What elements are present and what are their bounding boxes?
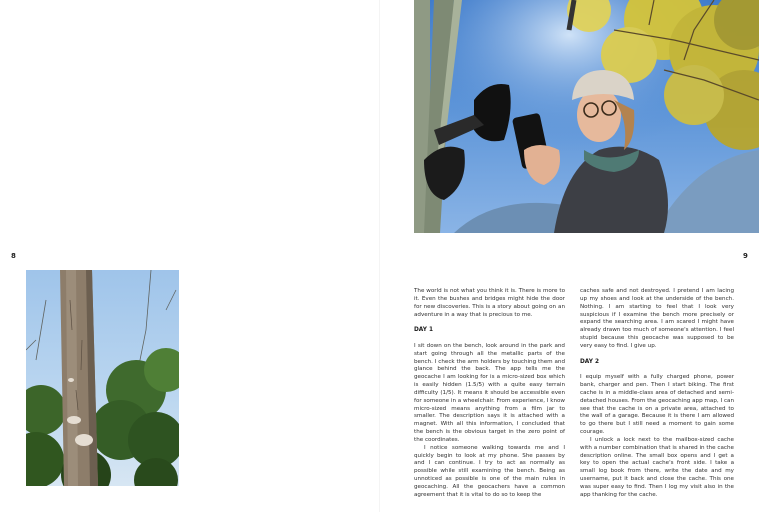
photo-woman-with-phone [414, 0, 759, 233]
day-2-paragraph-1: I equip myself with a fully charged phone, power bank, charger and pen. Then I start biking. The first cache is in a middle-class area of detached and semi-detached houses. From the geocaching app map, I can see that the cache is on a private area, attached to the wall of a garage. Because it is there I am allowed to go there but I still need a moment to gain some courage. [580, 374, 734, 436]
day-1-heading: DAY 1 [414, 327, 433, 334]
page-number-left: 8 [11, 252, 16, 260]
day-2-heading: DAY 2 [580, 358, 599, 365]
page-number-right: 9 [743, 252, 748, 260]
photo-tree-trunk-illustration [26, 270, 179, 486]
article-column-1 [414, 288, 565, 500]
spread-gutter [379, 0, 380, 512]
day-2-paragraph-2: I unlock a lock next to the mailbox-sized cache with a number combination that is shared in the cache description online. The small box opens and I get a key to open the actual cache's front side. I take a small log book from there, write the date and my username, put it back and close the cache. This one was super easy to find. Then I log my visit also in the app thanking for the cache. [580, 436, 734, 498]
article-column-2 [580, 288, 734, 500]
column-2-paragraph-1: caches safe and not destroyed. I pretend I am lacing up my shoes and look at the underside of the bench. Nothing. I am starting to feel that I look very suspicious if I examine the bench more precisely or expand the searching area. I am scared I might have already drawn too much of someone's attention. I feel stupid because this geocache was supposed to be very easy to find. I give up. [580, 288, 734, 349]
day-1-paragraph-2: I notice someone walking towards me and I quickly begin to look at my phone. She passes by and I can continue. I try to act as normally as possible while still examining the bench. Being as unnoticed as possible is one of the main rules in geocaching. All the geocachers have a common agreement that it is vital to do so to keep the [414, 444, 565, 498]
day-1-paragraph-1: I sit down on the bench, look around in the park and start going through all the metallic parts of the bench. I check the arm holders by touching them and glance behind the back. The app tells me the geocache I am looking for is a micro-sized box which is easily hidden (1.5/5) with a quite easy terrain difficulty (1/5). It means it should be accessible even for someone in a wheelchair. From experience, I know micro-sized means anything from a film jar to smaller. The description says it is attached with a magnet. With all this information, I concluded that the bench is the obvious target in the zero point of the coordinates. [414, 342, 565, 443]
photo-woman-with-phone-illustration [414, 0, 759, 233]
photo-tree-trunk [26, 270, 179, 486]
article-intro: The world is not what you think it is. There is more to it. Even the bushes and bridges might hide the door for new discoveries. This is a story about going on an adventure in a way that is precious to me. [414, 288, 565, 318]
